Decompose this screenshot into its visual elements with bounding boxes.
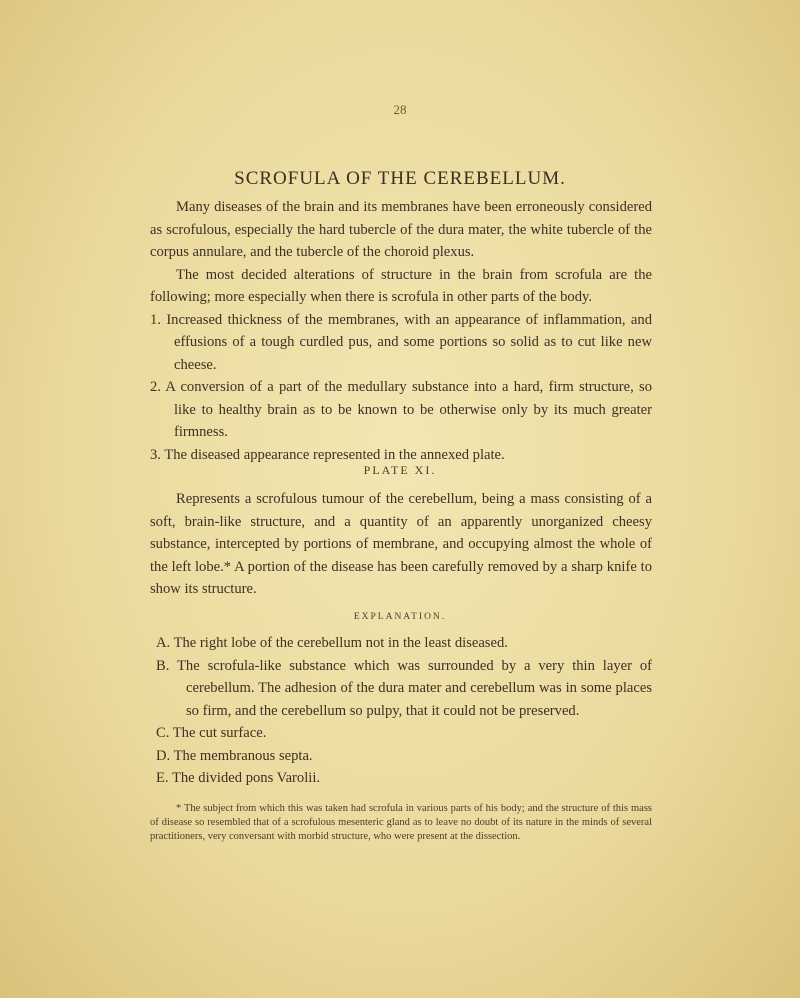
explanation-item-e: E. The divided pons Varolii. xyxy=(156,770,321,786)
footnote-text: * The subject from which this was taken had scrofula in various parts of his body; and the structure of this mass of disease so resembled that of a scrofulous mesenteric gland as to leave no doubt of its nature in the minds of several practitioners, very conversant with morbid structure, who were present at the dissection. xyxy=(150,803,652,842)
explanation-list xyxy=(150,632,652,790)
page-title: SCROFULA OF THE CEREBELLUM. xyxy=(234,168,566,189)
alterations-intro-paragraph: The most decided alterations of structure in the brain from scrofula are the following; more especially when there is scrofula in other parts of the body. xyxy=(150,266,652,305)
explanation-heading: EXPLANATION. xyxy=(353,612,447,622)
explanation-item-c: C. The cut surface. xyxy=(156,725,267,741)
intro-paragraph: Many diseases of the brain and its membranes have been erroneously considered as scrofulous, especially the hard tubercle of the dura mater, the white tubercle of the corpus annulare, and the tubercle of the choroid plexus. xyxy=(150,199,652,260)
explanation-item-a: A. The right lobe of the cerebellum not in the least diseased. xyxy=(156,635,508,651)
explanation-item-b: B. The scrofula-like substance which was surrounded by a very thin layer of cerebellum. The adhesion of the dura mater and cerebellum was in some places so firm, and the cerebellum so pulpy, that it could not be preserved. xyxy=(156,657,652,719)
explanation-item-d: D. The membranous septa. xyxy=(156,747,313,764)
footnote xyxy=(150,802,652,844)
intro-section xyxy=(150,196,652,466)
plate-section xyxy=(150,488,652,601)
alteration-item-2: 2. A conversion of a part of the medullary substance into a hard, firm structure, so like to healthy brain as to be known to be otherwise only by its much greater firmness. xyxy=(150,379,652,440)
alteration-item-3: 3. The diseased appearance represented in the annexed plate. xyxy=(150,446,505,463)
plate-heading: PLATE XI. xyxy=(363,463,437,477)
plate-description: Represents a scrofulous tumour of the cerebellum, being a mass consisting of a soft, brain-like structure, and a quantity of an apparently unorganized cheesy substance, intercepted by portions of membrane, and occupying almost the whole of the left lobe.* A portion of the disease has been carefully removed by a sharp knife to show its structure. xyxy=(150,491,652,597)
page-number: 28 xyxy=(393,102,407,117)
alteration-item-1: 1. Increased thickness of the membranes, with an appearance of inflammation, and effusions of a tough curdled pus, and some portions so solid as to cut like new cheese. xyxy=(150,311,652,373)
